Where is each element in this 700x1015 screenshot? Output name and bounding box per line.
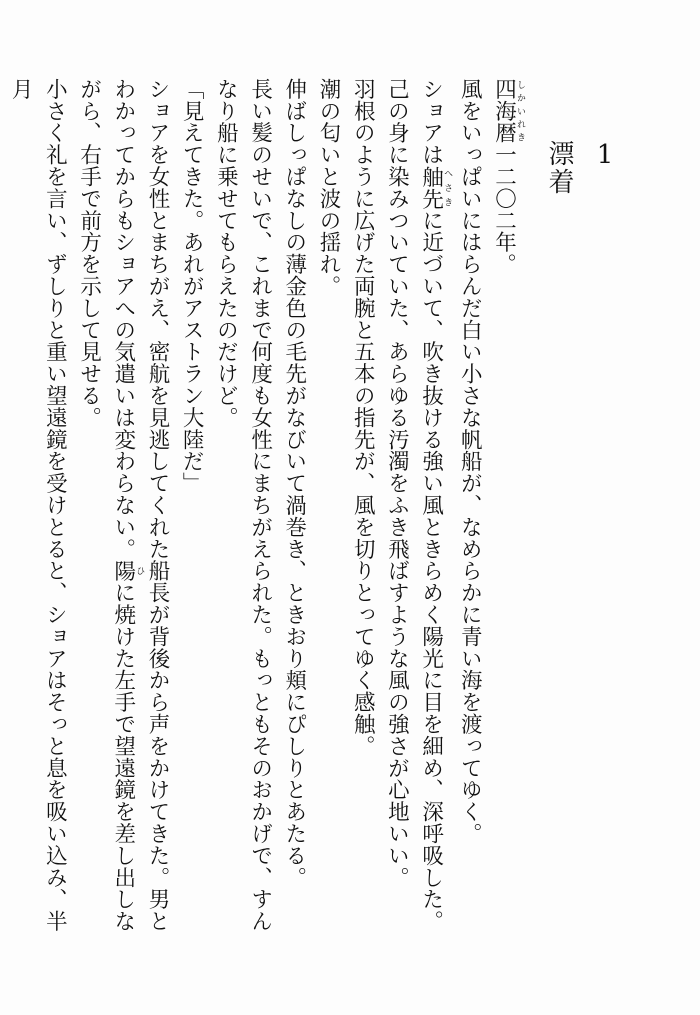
chapter-title: 漂着 bbox=[544, 140, 574, 196]
paragraph-8: 長い髪のせいで、これまで何度も女性にまちがえられた。もっともそのおかげで、すんなり船に乗せてもらえたのだけど。 bbox=[213, 78, 273, 933]
paragraph-9: 「見えてきた。あれがアストラン大陸だ」 bbox=[179, 78, 205, 495]
paragraph-1: 四海暦しかいれき一二〇二年。 bbox=[491, 78, 525, 276]
paragraph-11: 小さく礼を言い、ずしりと重い望遠鏡を受けとると、ショアはそっと息を吸い込み、半月 bbox=[8, 78, 68, 933]
chapter-heading bbox=[544, 140, 628, 196]
paragraph-6: 潮の匂いと波の揺れ。 bbox=[315, 78, 341, 297]
paragraph-5: 羽根のように広げた両腕と五本の指先が、風を切りとってゆく感触。 bbox=[350, 78, 376, 757]
paragraph-4: 己の身に染みついていた、あらゆる汚濁をふき飛ばすような風の強さが心地いい。 bbox=[384, 78, 410, 889]
paragraph-10: ショアを女性とまちがえ、密航を見逃してくれた船長が背後から声をかけてきた。男とわかってからもショアへの気遣いは変わらない。陽ひに焼けた左手で望遠鏡を差し出しながら、右手で前方を示して見せる。 bbox=[76, 78, 170, 933]
paragraph-7: 伸ばしっぱなしの薄金色の毛先がなびいて渦巻き、ときおり頬にぴしりとあたる。 bbox=[281, 78, 307, 889]
ruby-hi: 陽ひ bbox=[110, 559, 145, 582]
paragraph-3: ショアは舳先へさきに近づいて、吹き抜ける強い風ときらめく陽光に目を細め、深呼吸した。 bbox=[418, 78, 453, 933]
vertical-body-text bbox=[3, 78, 525, 948]
paragraph-2: 風をいっぱいにはらんだ白い小さな帆船が、なめらかに青い海を渡ってゆく。 bbox=[457, 78, 483, 845]
ruby-hesaki: 舳先へさき bbox=[418, 165, 453, 210]
chapter-number: 1 bbox=[590, 140, 620, 172]
ruby-shikaireki: 四海暦しかいれき bbox=[491, 78, 525, 144]
